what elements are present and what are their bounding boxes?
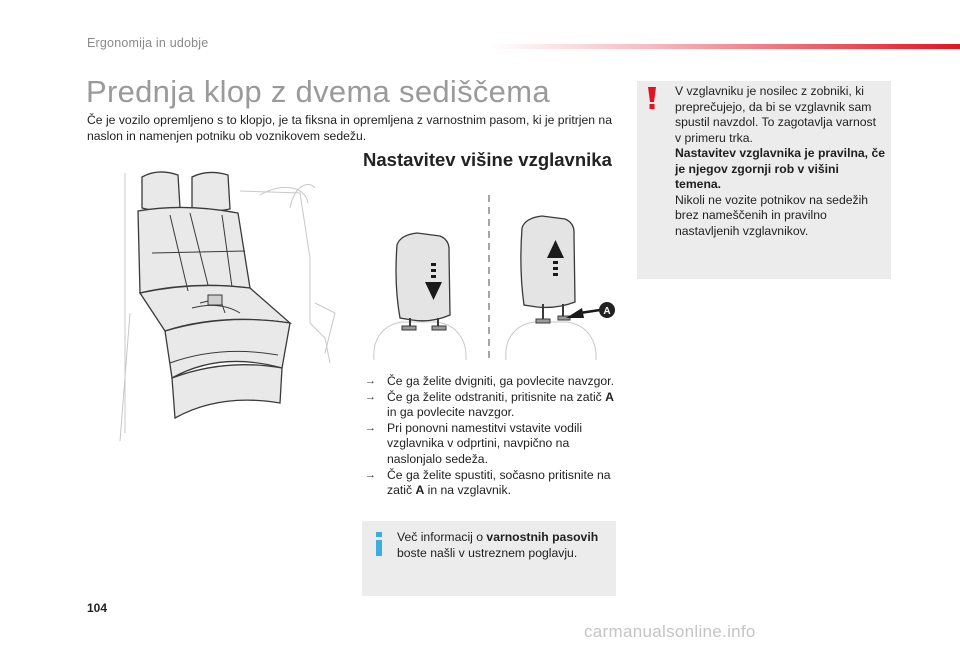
warning-text: V vzglavniku je nosilec z zobniki, ki preprečujejo, da bi se vzglavnik sam spustil navzdol. To zagotavlja varnost v primeru trka. Nastavitev vzglavnika je pravilna, če je njegov zgornji rob v višini temena. Nikoli ne vozite potnikov na sedežih brez nameščenih in pravilno nastavljenih vzglavnikov. bbox=[675, 84, 886, 238]
instructions-list bbox=[364, 374, 616, 499]
page-number: 104 bbox=[87, 601, 108, 615]
subheading: Nastavitev višine vzglavnika bbox=[363, 149, 612, 170]
list-item: → Pri ponovni namestitvi vstavite vodili vzglavnika v odprtini, navpično na naslonjalo sedeža. bbox=[365, 420, 583, 466]
bench-seat-illustration bbox=[110, 163, 350, 441]
info-text: Več informacij o varnostnih pasovih boste našli v ustreznem poglavju. bbox=[397, 530, 599, 560]
list-item: → Če ga želite odstraniti, pritisnite na zatič A in ga povlecite navzgor. bbox=[365, 389, 614, 420]
headrest-adjustment-illustration bbox=[362, 190, 616, 362]
list-item: → Če ga želite spustiti, sočasno pritisnite na zatič A in na vzglavnik. bbox=[365, 467, 611, 498]
header-accent-line bbox=[490, 44, 960, 49]
page-title: Prednja klop z dvema sediščema bbox=[86, 74, 550, 109]
list-item: → Če ga želite dvigniti, ga povlecite navzgor. bbox=[365, 374, 614, 388]
bullet-arrow-icon: → bbox=[365, 390, 376, 403]
warning-box bbox=[637, 81, 891, 279]
bullet-arrow-icon: → bbox=[365, 421, 376, 434]
bullet-arrow-icon: → bbox=[365, 468, 376, 481]
section-title: Ergonomija in udobje bbox=[87, 36, 209, 50]
bullet-arrow-icon: → bbox=[365, 375, 376, 387]
callout-label-a: A bbox=[603, 306, 611, 317]
info-box bbox=[362, 521, 616, 596]
intro-paragraph: Če je vozilo opremljeno s to klopjo, je ta fiksna in opremljena z varnostnim pasom, ki je pritrjen na naslon in namenjen potniku ob voznikovem sedežu. bbox=[87, 113, 612, 143]
info-icon bbox=[372, 531, 386, 557]
exclamation-icon bbox=[648, 87, 656, 109]
watermark: carmanualsonline.info bbox=[584, 622, 756, 641]
